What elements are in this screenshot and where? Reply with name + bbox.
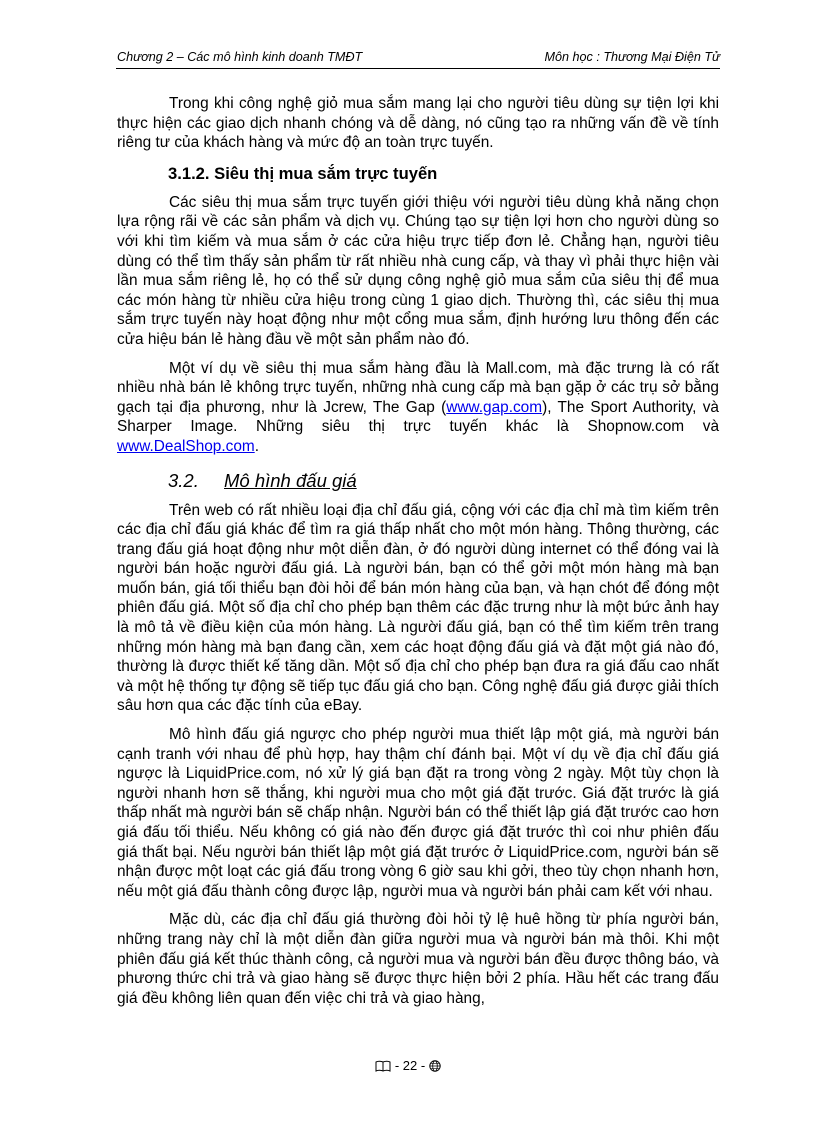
paragraph-intro: Trong khi công nghệ giỏ mua sắm mang lại cho người tiêu dùng sự tiện lợi khi thực hiện các giao dịch nhanh chóng và dễ dàng, nó cũng tạo ra những vấn đề về tính riêng tư của khách hàng và mức độ an toàn trực tuyến. — [117, 95, 719, 152]
section-title: Mô hình đấu giá — [224, 469, 357, 491]
globe-icon — [429, 1058, 441, 1073]
link-dealshop[interactable]: www.DealShop.com — [117, 437, 255, 455]
page-content — [117, 94, 719, 1017]
link-gap[interactable]: www.gap.com — [446, 398, 543, 416]
paragraph-mall-example — [117, 359, 719, 457]
paragraph-auction-commission: Mặc dù, các địa chỉ đấu giá thường đòi hỏi tỷ lệ huê hồng từ phía người bán, những trang này chỉ là một diễn đàn giữa người mua và người bán mà thôi. Khi một phiên đấu giá kết thúc thành công, cả người mua và người bán đều được thông báo, và phương thức chi trả và giao hàng sẽ được thực hiện bởi 2 phía. Hầu hết các trang đấu giá đều không liên quan đến việc chi trả và giao hàng, — [117, 911, 719, 1007]
section-number: 3.2. — [168, 469, 199, 491]
header-chapter: Chương 2 – Các mô hình kinh doanh TMĐT — [117, 50, 363, 64]
text-segment: Một ví dụ về siêu thị mua sắm hàng đầu là Mall.com, mà đặc trưng là có rất nhiều nhà bán lẻ không trực tuyến, những nhà cung cấp mà bạn gặp ở các trụ sở bằng gạch tại địa phương, như là Jcrew, The Gap ( — [117, 359, 719, 416]
text-segment: . — [254, 437, 259, 455]
page-number: - 22 - — [394, 1058, 426, 1073]
section-heading-3-2 — [168, 469, 719, 493]
paragraph-auction-intro: Trên web có rất nhiều loại địa chỉ đấu giá, cộng với các địa chỉ mà tìm kiếm trên các địa chỉ đấu giá khác để tìm ra giá thấp nhất cho một món hàng. Thông thường, các trang đấu giá hoạt động như một diễn đàn, ở đó người dùng internet có thể đóng vai là người bán hoặc người đấu giá. Là người bán, bạn có thể gởi một món hàng mà bạn muốn bán, giá tối thiểu bạn đòi hỏi để bán món hàng của bạn, và hạn chót để đóng một phiên đấu giá. Một số địa chỉ cho phép bạn thêm các đặc trưng như là một bức ảnh hay là mô tả về điều kiện của món hàng. Là người đấu giá, bạn có thể tìm kiếm trên trang những món hàng mà bạn đang cần, xem các hoạt động đấu giá và đặt một giá nào đó, thường là được thiết kế tăng dần. Một số địa chỉ cho phép bạn đưa ra giá đấu cao nhất và một hệ thống tự động sẽ tiếp tục đấu giá cho bạn. Công nghệ đấu giá được giải thích sâu hơn qua các đặc tính của eBay. — [117, 501, 719, 715]
section-heading-3-1-2: 3.1.2. Siêu thị mua sắm trực tuyến — [168, 163, 438, 183]
paragraph-reverse-auction: Mô hình đấu giá ngược cho phép người mua thiết lập một giá, mà người bán cạnh tranh với nhau để phù hợp, hay thậm chí đánh bại. Một ví dụ về địa chỉ đấu giá ngược là LiquidPrice.com, nó xử lý giá bạn đặt ra trong vòng 2 ngày. Một tùy chọn là người nhanh hơn sẽ thắng, khi người mua cho một giá đặt trước. Giá đặt trước là giá thấp nhất mà người bán sẽ chấp nhận. Người bán có thể thiết lập giá đặt trước cao hơn giá đấu tối thiểu. Nếu không có giá nào đến được giá đặt trước thì coi như phiên đấu giá thất bại. Nếu người bán thiết lập một giá đặt trước ở LiquidPrice.com, người bán sẽ nhận được một loạt các giá đấu trong vòng 6 giờ sau khi gởi, theo tùy chọn nhanh hơn, nếu một giá đấu thành công được lập, người mua và người bán phải cam kết với nhau. — [117, 726, 719, 900]
header-course: Môn học : Thương Mại Điện Tử — [544, 50, 720, 64]
book-icon — [375, 1058, 391, 1073]
text-segment: ), The Sport Authority, và Sharper Image. Những siêu thị trực tuyến khác là Shopnow.com và — [117, 398, 719, 436]
paragraph-shopping-mall: Các siêu thị mua sắm trực tuyến giới thiệu với người tiêu dùng khả năng chọn lựa rộng rãi về các sản phẩm và dịch vụ. Chúng tạo sự tiện lợi hơn cho người dùng so với khi tìm kiếm và mua sắm ở các cửa hiệu trực tiếp đơn lẻ. Chẳng hạn, người tiêu dùng có thể tìm thấy sản phẩm từ rất nhiều nhà cung cấp, và thay vì phải thực hiện vài lần mua sắm riêng lẻ, họ có thể sử dụng công nghệ giỏ mua sắm của siêu thị để mua các món hàng từ nhiều cửa hiệu trong cùng 1 giao dịch. Thường thì, các siêu thị mua sắm trực tuyến này hoạt động như một cổng mua sắm, định hướng lưu thông đến các cửa hiệu bán lẻ hàng đầu về một sản phẩm nào đó. — [117, 193, 719, 348]
page-footer — [0, 1058, 816, 1073]
page-header — [116, 50, 720, 69]
